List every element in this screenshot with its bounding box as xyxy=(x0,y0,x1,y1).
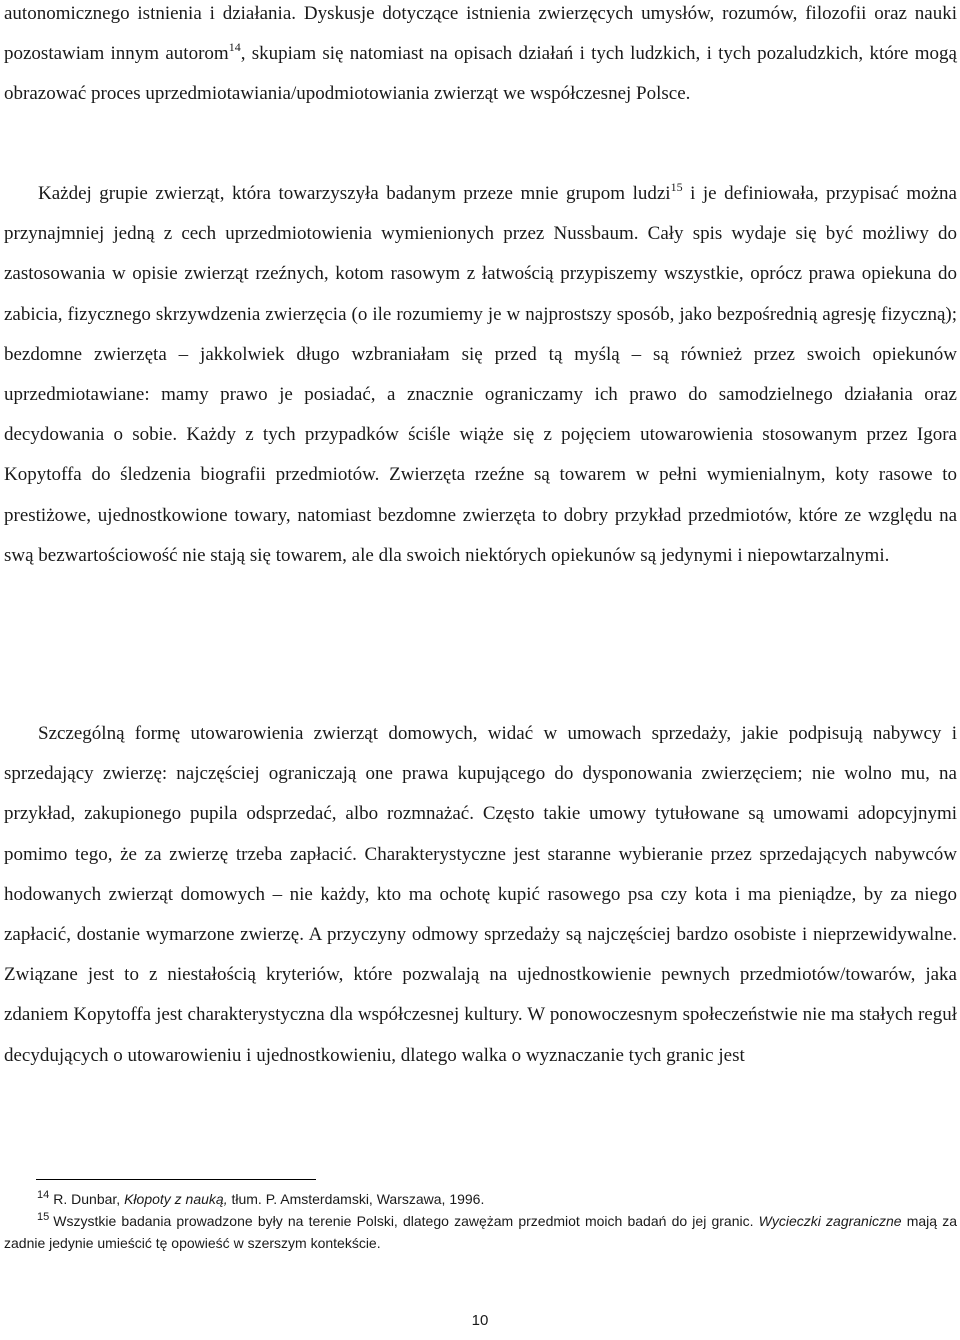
footnote-15 xyxy=(4,1210,957,1254)
footnote-ref-14[interactable]: 14 xyxy=(228,40,241,55)
footnote-text: mają za zadnie jedynie umieścić tę opowieść w szerszym kontekście. xyxy=(4,1213,957,1251)
paragraph-2 xyxy=(4,174,957,576)
footnote-number: 14 xyxy=(37,1189,50,1201)
paragraph-2-text-a: Każdej grupie zwierząt, która towarzyszyła badanym przeze mnie grupom ludzi xyxy=(38,183,671,204)
page-number: 10 xyxy=(471,1312,489,1329)
paragraph-2-text-b: i je definiowała, przypisać można przynajmniej jedną z cech uprzedmiotowienia wymienionych przez Nussbaum. Cały spis wydaje się być możliwy do zastosowania w opisie zwierząt rzeźnych, kotom rasowym z łatwością przypiszemy wszystkie, oprócz prawa opiekuna do zabicia, fizycznego skrzywdzenia zwierzęcia (o ile rozumiemy je w najprostszy sposób, jako bezpośrednią agresję fizyczną); bezdomne zwierzęta – jakkolwiek długo wzbraniałam się przed tą myślą – są również przez swoich opiekunów uprzedmiotawiane: mamy prawo je posiadać, a znacznie ograniczamy ich prawo do samodzielnego działania oraz decydowania o sobie. Każdy z tych przypadków ściśle wiąże się z pojęciem utowarowienia stosowanym przez Igora Kopytoffa do śledzenia biografii przedmiotów. Zwierzęta rzeźne są towarem w pełni wymienialnym, koty rasowe to prestiżowe, ujednostkowione towary, natomiast bezdomne zwierzęta to dobry przykład przedmiotów, które ze względu na swą bezwartościowość nie stają się towarem, ale dla swoich niektórych opiekunów są jedynymi i niepowtarzalnymi. xyxy=(4,183,957,566)
footnote-text: Wszystkie badania prowadzone były na terenie Polski, dlatego zawężam przedmiot moich badań do jej granic. xyxy=(53,1213,759,1229)
paragraph-1-text-a: autonomicznego istnienia i działania. Dyskusje dotyczące istnienia zwierzęcych umysłów, rozumów, filozofii oraz nauki pozostawiam innym autorom xyxy=(4,3,957,65)
footnote-text: R. Dunbar, xyxy=(53,1191,125,1207)
footnote-14 xyxy=(4,1188,957,1210)
paragraph-1 xyxy=(4,0,957,115)
footnote-emphasis: Wycieczki zagraniczne xyxy=(758,1213,902,1229)
footnote-number: 15 xyxy=(37,1211,50,1223)
footnote-separator xyxy=(36,1179,316,1180)
paragraph-3: Szczególną formę utowarowienia zwierząt domowych, widać w umowach sprzedaży, jakie podpisują nabywcy i sprzedający zwierzę: najczęściej ograniczają one prawa kupującego do dysponowania zwierzęciem; nie wolno mu, na przykład, zakupionego pupila odsprzedać, albo rozmnażać. Często takie umowy tytułowane są umowami adopcyjnymi pomimo tego, że za zwierzę trzeba zapłacić. Charakterystyczne jest staranne wybieranie przez sprzedających nabywców hodowanych zwierząt domowych – nie każdy, kto ma ochotę kupić rasowego psa czy kota i ma pieniądze, by za niego zapłacić, dostanie wymarzone zwierzę. A przyczyny odmowy sprzedaży są najczęściej bardzo osobiste i nieprzewidywalne. Związane jest to z niestałością kryteriów, które pozwalają na ujednostkowienie pewnych przedmiotów/towarów, jaka zdaniem Kopytoffa jest charakterystyczna dla współczesnej kultury. W ponowoczesnym społeczeństwie nie ma stałych reguł decydujących o utowarowieniu i ujednostkowieniu, dlatego walka o wyznaczanie tych granic jest xyxy=(4,723,957,1066)
paragraph-1-text-b: , skupiam się natomiast na opisach działań i tych ludzkich, i tych pozaludzkich, które mogą obrazować proces uprzedmiotawiania/upodmiotowiania zwierząt we współczesnej Polsce. xyxy=(4,43,957,105)
footnote-ref-15[interactable]: 15 xyxy=(670,180,683,194)
footnote-title: Kłopoty z nauką, xyxy=(124,1191,228,1207)
footnote-text: tłum. P. Amsterdamski, Warszawa, 1996. xyxy=(227,1191,485,1207)
footnotes xyxy=(4,1188,957,1254)
